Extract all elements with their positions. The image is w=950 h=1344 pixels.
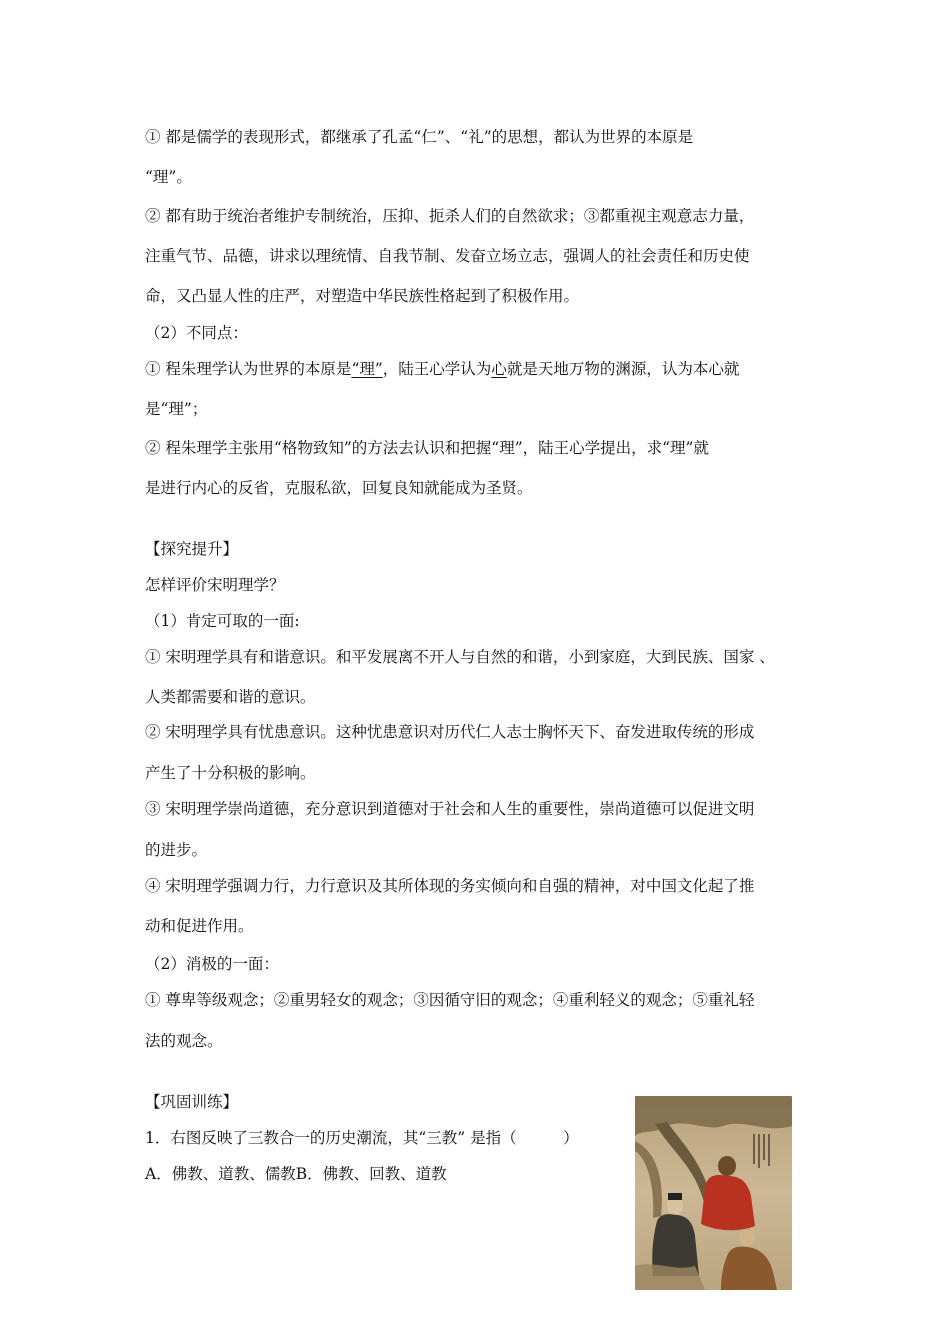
similarity-2-line-2: 注重气节、品德，讲求以理统情、自我节制、发奋立场立志，强调人的社会责任和历史使	[145, 247, 750, 265]
similarity-2-line-1: ② 都有助于统治者维护专制统治，压抑、扼杀人们的自然欲求；③都重视主观意志力量，	[145, 207, 755, 225]
similarity-2-line-3: 命，又凸显人性的庄严，对塑造中华民族性格起到了积极作用。	[145, 287, 580, 305]
painting-figure-dark-hat	[668, 1193, 682, 1200]
painting-illustration	[635, 1096, 792, 1290]
question-1: 1．右图反映了三教合一的历史潮流，其“三教” 是指（ ）	[145, 1129, 579, 1147]
negative-line-1: ① 尊卑等级观念；②重男轻女的观念；③因循守旧的观念；④重利轻义的观念；⑤重礼轻	[145, 991, 755, 1009]
practice-section-title: 【巩固训练】	[145, 1093, 239, 1111]
positive-1-line-1: ① 宋明理学具有和谐意识。和平发展离不开人与自然的和谐，小到家庭，大到民族、国家 、	[145, 648, 775, 666]
difference-1-xin-underlined: 心	[491, 360, 507, 378]
difference-1-line-2: 是“理”；	[145, 400, 208, 418]
painting-ground	[635, 1264, 705, 1290]
similarity-1-line-2: “理”。	[145, 168, 192, 186]
positive-2-line-2: 产生了十分积极的影响。	[145, 764, 316, 782]
explore-section-title: 【探究提升】	[145, 540, 239, 558]
differences-heading: （2）不同点：	[145, 324, 248, 342]
difference-1-text-a: ① 程朱理学认为世界的本原是	[145, 360, 352, 378]
positive-3-line-1: ③ 宋明理学崇尚道德，充分意识到道德对于社会和人生的重要性，崇尚道德可以促进文明	[145, 800, 755, 818]
positive-1-line-2: 人类都需要和谐的意识。	[145, 688, 316, 706]
question-1-options: A．佛教、道教、儒教B．佛教、回教、道教	[145, 1165, 447, 1183]
difference-1-line-1	[145, 359, 739, 379]
difference-2-line-2: 是进行内心的反省，克服私欲，回复良知就能成为圣贤。	[145, 479, 533, 497]
difference-2-line-1: ② 程朱理学主张用“格物致知”的方法去认识和把握“理”，陆王心学提出，求“理”就	[145, 439, 709, 457]
difference-1-text-c: ，陆王心学认为	[382, 360, 492, 378]
negative-line-2: 法的观念。	[145, 1032, 223, 1050]
positive-heading: （1）肯定可取的一面:	[145, 612, 300, 630]
negative-heading: （2）消极的一面：	[145, 955, 279, 973]
similarity-1-line-1: ① 都是儒学的表现形式，都继承了孔孟“仁”、“礼”的思想，都认为世界的本原是	[145, 128, 694, 146]
positive-4-line-2: 动和促进作用。	[145, 917, 254, 935]
three-teachings-painting	[635, 1096, 792, 1290]
difference-1-li-underlined: “理”	[351, 360, 383, 378]
positive-2-line-1: ② 宋明理学具有忧患意识。这种忧患意识对历代仁人志士胸怀天下、奋发进取传统的形成	[145, 723, 755, 741]
positive-3-line-2: 的进步。	[145, 841, 208, 859]
difference-1-text-e: 就是天地万物的渊源，认为本心就	[506, 360, 740, 378]
positive-4-line-1: ④ 宋明理学强调力行，力行意识及其所体现的务实倾向和自强的精神，对中国文化起了推	[145, 877, 755, 895]
painting-figure-red-head	[718, 1156, 736, 1176]
painting-figure-brown-head	[739, 1230, 755, 1246]
explore-question: 怎样评价宋明理学？	[145, 576, 285, 594]
